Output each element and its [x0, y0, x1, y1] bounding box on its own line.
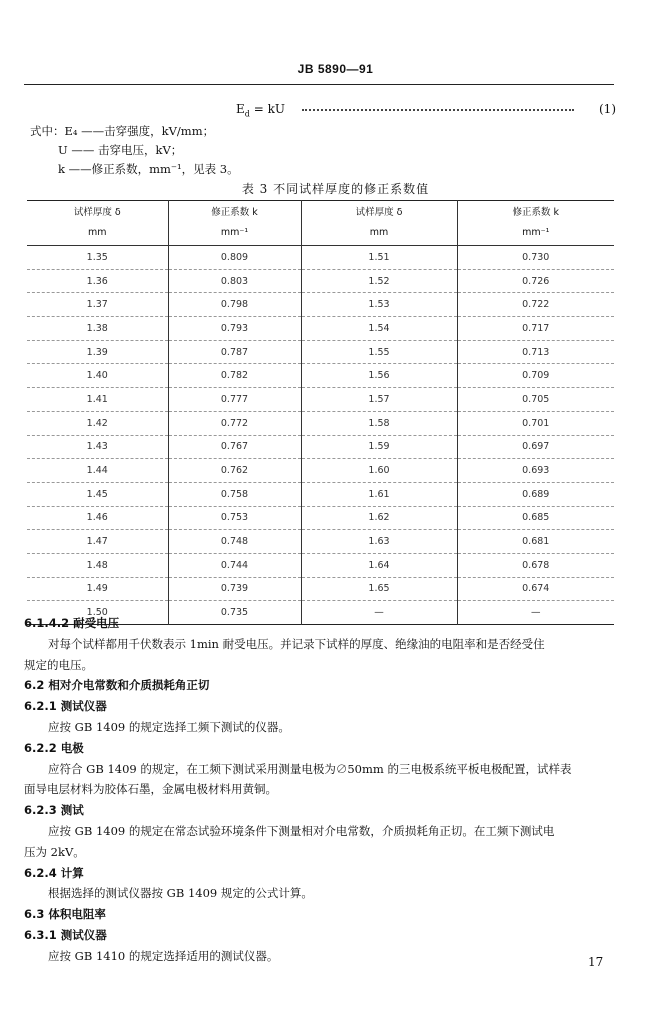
- table-row: [27, 553, 614, 577]
- table-row: [27, 293, 614, 317]
- paragraph-line: 面导电层材料为胶体石墨，金属电极材料用黄铜。: [24, 782, 277, 797]
- section-heading: 6.2.4 计算: [24, 865, 84, 880]
- table-cell: 1.58: [301, 411, 457, 435]
- table-header-cell: [457, 201, 614, 246]
- table-row: [27, 530, 614, 554]
- header-unit: mm: [369, 227, 389, 238]
- header-unit: mm: [87, 227, 107, 238]
- formula-number: (1): [599, 102, 616, 116]
- section-heading: 6.3.1 测试仪器: [24, 928, 107, 942]
- table-cell: 0.705: [457, 388, 614, 412]
- formula-subscript: d: [244, 109, 250, 119]
- definition-line: k ——修正系数，mm⁻¹，见表 3。: [58, 162, 239, 176]
- header-unit: mm⁻¹: [522, 227, 550, 238]
- table-cell: 0.689: [457, 482, 614, 506]
- table-row: [27, 317, 614, 341]
- table-cell: 1.55: [301, 340, 457, 364]
- table-row: [27, 364, 614, 388]
- header-label: 试样厚度 δ: [355, 207, 403, 218]
- document-header: JB 5890—91: [297, 62, 374, 76]
- table-cell: 1.49: [27, 577, 168, 601]
- table-cell: 1.50: [27, 601, 168, 625]
- table-cell: 1.35: [27, 246, 168, 270]
- table-cell: 1.44: [27, 459, 168, 483]
- formula-lhs: E: [236, 102, 245, 116]
- table-cell: 0.697: [457, 435, 614, 459]
- table-cell: —: [301, 601, 457, 625]
- table-cell: 0.798: [168, 293, 301, 317]
- table-cell: 1.43: [27, 435, 168, 459]
- paragraph-line: 规定的电压。: [24, 657, 93, 672]
- table-cell: 1.59: [301, 435, 457, 459]
- table-cell: 0.772: [168, 411, 301, 435]
- paragraph-line: 应按 GB 1409 的规定选择工频下测试的仪器。: [48, 720, 290, 734]
- table-cell: 0.713: [457, 340, 614, 364]
- paragraph-line: 对每个试样都用千伏数表示 1min 耐受电压。并记录下试样的厚度、绝缘油的电阻率和是否经受住: [48, 636, 545, 651]
- header-unit: mm⁻¹: [220, 227, 249, 238]
- header-label: 修正系数 k: [512, 207, 560, 218]
- table-cell: 1.38: [27, 317, 168, 341]
- section-heading: 6.2.3 测试: [24, 803, 84, 818]
- table-cell: 1.48: [27, 553, 168, 577]
- table-cell: 1.56: [301, 364, 457, 388]
- table-cell: 0.782: [168, 364, 301, 388]
- header-label: 修正系数 k: [211, 207, 258, 218]
- table-row: [27, 269, 614, 293]
- table-header-cell: [27, 201, 168, 246]
- correction-factor-table: [27, 200, 614, 625]
- table-cell: 0.809: [168, 246, 301, 270]
- table-row: [27, 435, 614, 459]
- table-cell: 1.36: [27, 269, 168, 293]
- table-row: [27, 411, 614, 435]
- table-cell: 0.758: [168, 482, 301, 506]
- table-cell: 1.64: [301, 553, 457, 577]
- table-row: [27, 459, 614, 483]
- table-cell: 1.57: [301, 388, 457, 412]
- paragraph-line: 应按 GB 1410 的规定选择适用的测试仪器。: [48, 948, 279, 963]
- paragraph-line: 根据选择的测试仪器按 GB 1409 规定的公式计算。: [48, 886, 313, 901]
- table-cell: 0.744: [168, 553, 301, 577]
- table-cell: 1.60: [301, 459, 457, 483]
- page-number: 17: [588, 955, 604, 969]
- table-row: [27, 246, 614, 270]
- table-cell: 0.674: [457, 577, 614, 601]
- table-cell: 1.53: [301, 293, 457, 317]
- table-cell: 1.61: [301, 482, 457, 506]
- table-cell: 1.39: [27, 340, 168, 364]
- table-row: [27, 506, 614, 530]
- table-cell: 0.701: [457, 411, 614, 435]
- table-cell: 1.65: [301, 577, 457, 601]
- table-cell: 0.748: [168, 530, 301, 554]
- table-cell: 0.726: [457, 269, 614, 293]
- table-row: [27, 388, 614, 412]
- table-cell: 1.52: [301, 269, 457, 293]
- section-heading: 6.3 体积电阻率: [24, 907, 106, 922]
- table-cell: 0.735: [168, 601, 301, 625]
- table-cell: 1.47: [27, 530, 168, 554]
- table-cell: 0.753: [168, 506, 301, 530]
- table-header-row: [27, 201, 614, 246]
- table-row: [27, 482, 614, 506]
- table-cell: 0.709: [457, 364, 614, 388]
- table-cell: 0.678: [457, 553, 614, 577]
- table-cell: 0.803: [168, 269, 301, 293]
- section-heading: 6.2.1 测试仪器: [24, 699, 107, 714]
- table-cell: 0.730: [457, 246, 614, 270]
- table-cell: 0.722: [457, 293, 614, 317]
- table-cell: 0.685: [457, 506, 614, 530]
- table-cell: 0.767: [168, 435, 301, 459]
- table-cell: 1.40: [27, 364, 168, 388]
- table-row: [27, 340, 614, 364]
- table-cell: 1.46: [27, 506, 168, 530]
- table-cell: 1.42: [27, 411, 168, 435]
- table-cell: 0.787: [168, 340, 301, 364]
- table-cell: 1.51: [301, 246, 457, 270]
- section-heading: 6.2 相对介电常数和介质损耗角正切: [24, 678, 210, 693]
- table-cell: 0.681: [457, 530, 614, 554]
- table-cell: 1.37: [27, 293, 168, 317]
- table-title: 表 3 不同试样厚度的修正系数值: [241, 182, 430, 196]
- table-cell: 0.739: [168, 577, 301, 601]
- section-heading: 6.1.4.2 耐受电压: [24, 616, 120, 630]
- table-row: [27, 577, 614, 601]
- formula-rhs: = kU: [249, 102, 285, 116]
- table-header-cell: [168, 201, 301, 246]
- table-cell: 0.793: [168, 317, 301, 341]
- table-cell: 1.62: [301, 506, 457, 530]
- definition-line: U —— 击穿电压，kV；: [58, 143, 183, 157]
- table-cell: 1.45: [27, 482, 168, 506]
- table-cell: 1.41: [27, 388, 168, 412]
- header-label: 试样厚度 δ: [73, 207, 121, 218]
- table-body: [27, 246, 614, 625]
- table-header-cell: [301, 201, 457, 246]
- paragraph-line: 压为 2kV。: [24, 844, 85, 859]
- definition-line: 式中：E₄ ——击穿强度，kV/mm；: [30, 124, 215, 138]
- table-cell: 0.777: [168, 388, 301, 412]
- table-cell: 0.693: [457, 459, 614, 483]
- table-cell: —: [457, 601, 614, 625]
- formula-leader-dots: [302, 109, 574, 111]
- table-cell: 0.762: [168, 459, 301, 483]
- formula-1: [236, 102, 616, 118]
- section-heading: 6.2.2 电极: [24, 740, 84, 755]
- table-cell: 1.63: [301, 530, 457, 554]
- table-cell: 1.54: [301, 317, 457, 341]
- paragraph-line: 应符合 GB 1409 的规定，在工频下测试采用测量电极为∅50mm 的三电极系统平板电极配置，试样表: [48, 761, 572, 776]
- header-rule: [24, 84, 614, 85]
- paragraph-line: 应按 GB 1409 的规定在常态试验环境条件下测量相对介电常数，介质损耗角正切。在工频下测试电: [48, 824, 555, 838]
- table-cell: 0.717: [457, 317, 614, 341]
